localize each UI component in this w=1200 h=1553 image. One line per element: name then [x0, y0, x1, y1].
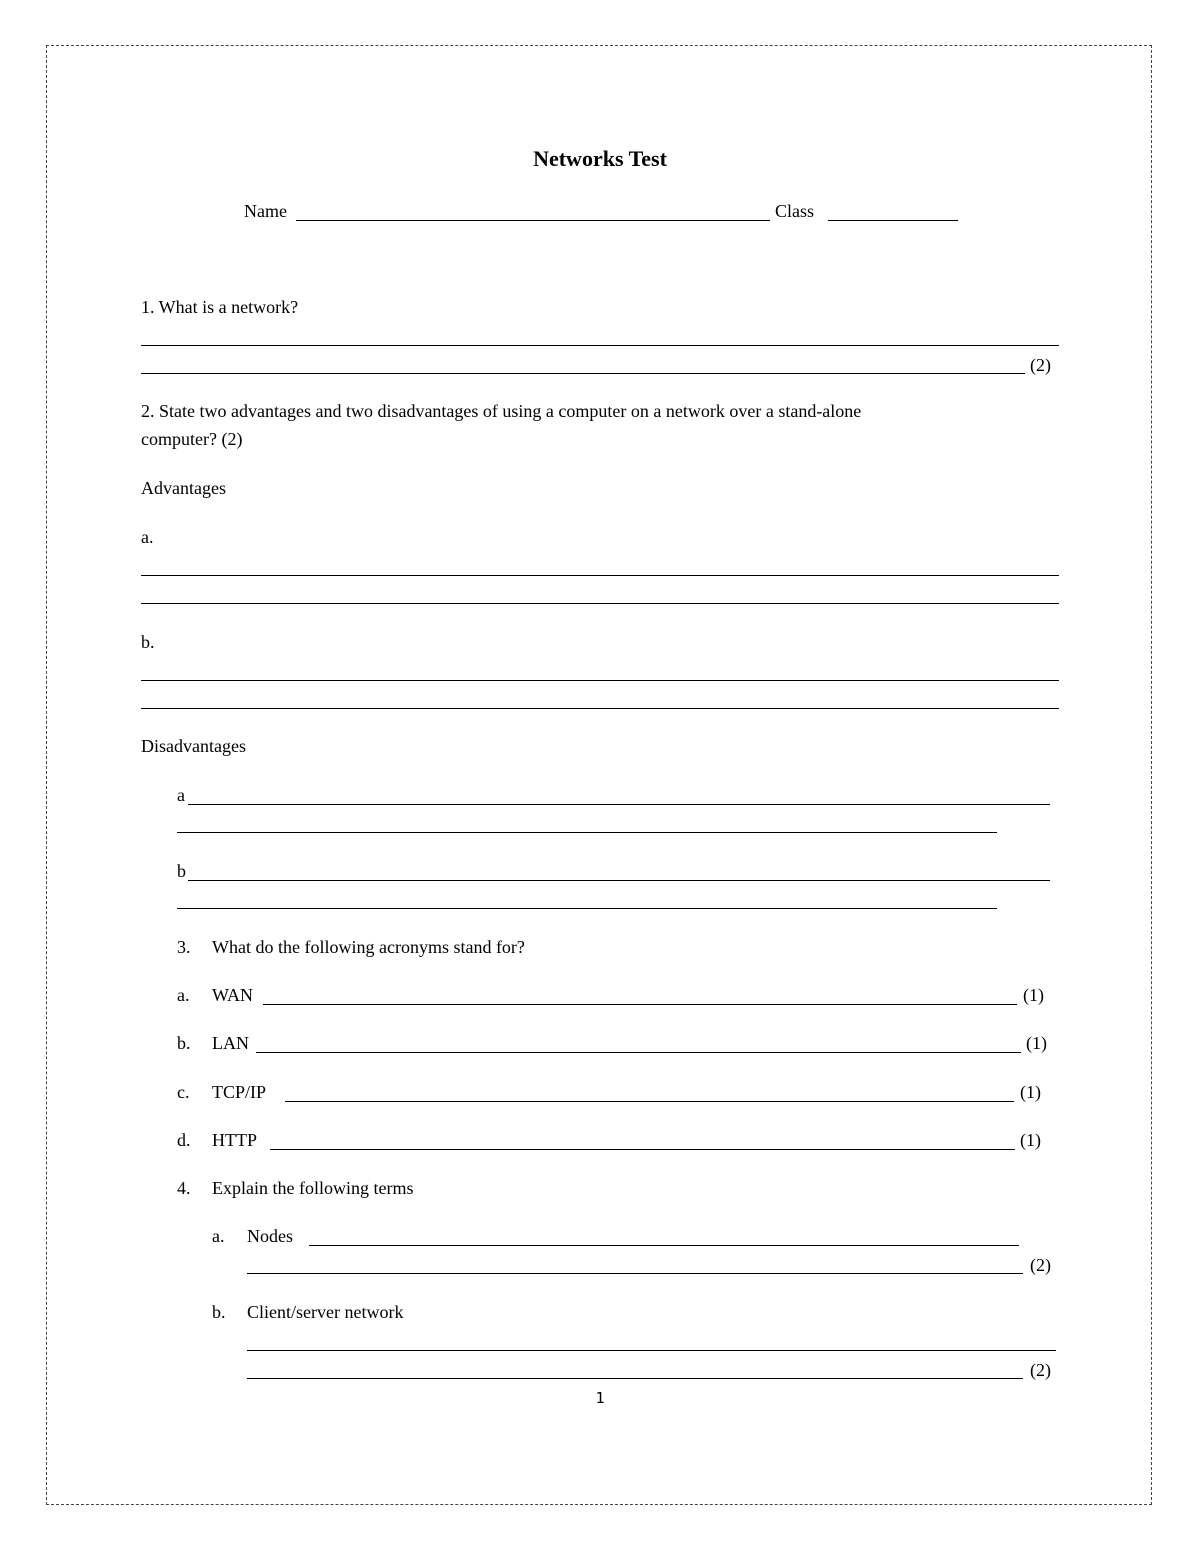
question-4: Explain the following terms: [212, 1178, 414, 1198]
answer-line[interactable]: [285, 1101, 1014, 1102]
term-label: Client/server network: [247, 1302, 404, 1322]
page-number: 1: [595, 1389, 605, 1407]
term-label: Nodes: [247, 1226, 293, 1246]
marks-label: (1): [1020, 1130, 1041, 1150]
answer-line[interactable]: [270, 1149, 1015, 1150]
answer-line[interactable]: [141, 603, 1059, 604]
question-1: 1. What is a network?: [141, 297, 299, 317]
answer-line[interactable]: [141, 345, 1059, 346]
class-label: Class: [775, 201, 815, 221]
acronym-term: HTTP: [212, 1130, 257, 1150]
advantage-a-label: a.: [141, 527, 154, 547]
answer-line[interactable]: [188, 804, 1050, 805]
acronym-letter: a.: [177, 985, 190, 1005]
advantages-heading: Advantages: [141, 478, 226, 498]
name-field[interactable]: [296, 220, 770, 221]
marks-label: (2): [1030, 355, 1051, 375]
marks-label: (1): [1020, 1082, 1041, 1102]
answer-line[interactable]: [247, 1350, 1056, 1351]
disadvantages-heading: Disadvantages: [141, 736, 246, 756]
marks-label: (1): [1026, 1033, 1047, 1053]
answer-line[interactable]: [309, 1245, 1019, 1246]
term-letter: a.: [212, 1226, 225, 1246]
answer-line[interactable]: [188, 880, 1050, 881]
acronym-letter: d.: [177, 1130, 191, 1150]
acronym-term: WAN: [212, 985, 253, 1005]
acronym-term: LAN: [212, 1033, 249, 1053]
answer-line[interactable]: [247, 1378, 1023, 1379]
name-label: Name: [244, 201, 287, 221]
question-4-number: 4.: [177, 1178, 191, 1198]
answer-line[interactable]: [141, 373, 1025, 374]
acronym-term: TCP/IP: [212, 1082, 267, 1102]
answer-line[interactable]: [141, 708, 1059, 709]
marks-label: (1): [1023, 985, 1044, 1005]
term-letter: b.: [212, 1302, 226, 1322]
acronym-letter: b.: [177, 1033, 191, 1053]
answer-line[interactable]: [256, 1052, 1021, 1053]
advantage-b-label: b.: [141, 632, 155, 652]
answer-line[interactable]: [141, 680, 1059, 681]
question-2-line2: computer? (2): [141, 429, 243, 449]
disadvantage-a-label: a: [177, 785, 185, 805]
answer-line[interactable]: [177, 908, 997, 909]
answer-line[interactable]: [141, 575, 1059, 576]
disadvantage-b-label: b: [177, 861, 186, 881]
page-title: Networks Test: [533, 146, 667, 171]
answer-line[interactable]: [177, 832, 997, 833]
marks-label: (2): [1030, 1255, 1051, 1275]
class-field[interactable]: [828, 220, 958, 221]
page-border: [46, 45, 1152, 1505]
answer-line[interactable]: [247, 1273, 1023, 1274]
question-3: What do the following acronyms stand for?: [212, 937, 525, 957]
question-2-line1: 2. State two advantages and two disadvantages of using a computer on a network over a stand-alone: [141, 401, 862, 421]
acronym-letter: c.: [177, 1082, 190, 1102]
marks-label: (2): [1030, 1360, 1051, 1380]
question-3-number: 3.: [177, 937, 191, 957]
answer-line[interactable]: [263, 1004, 1017, 1005]
